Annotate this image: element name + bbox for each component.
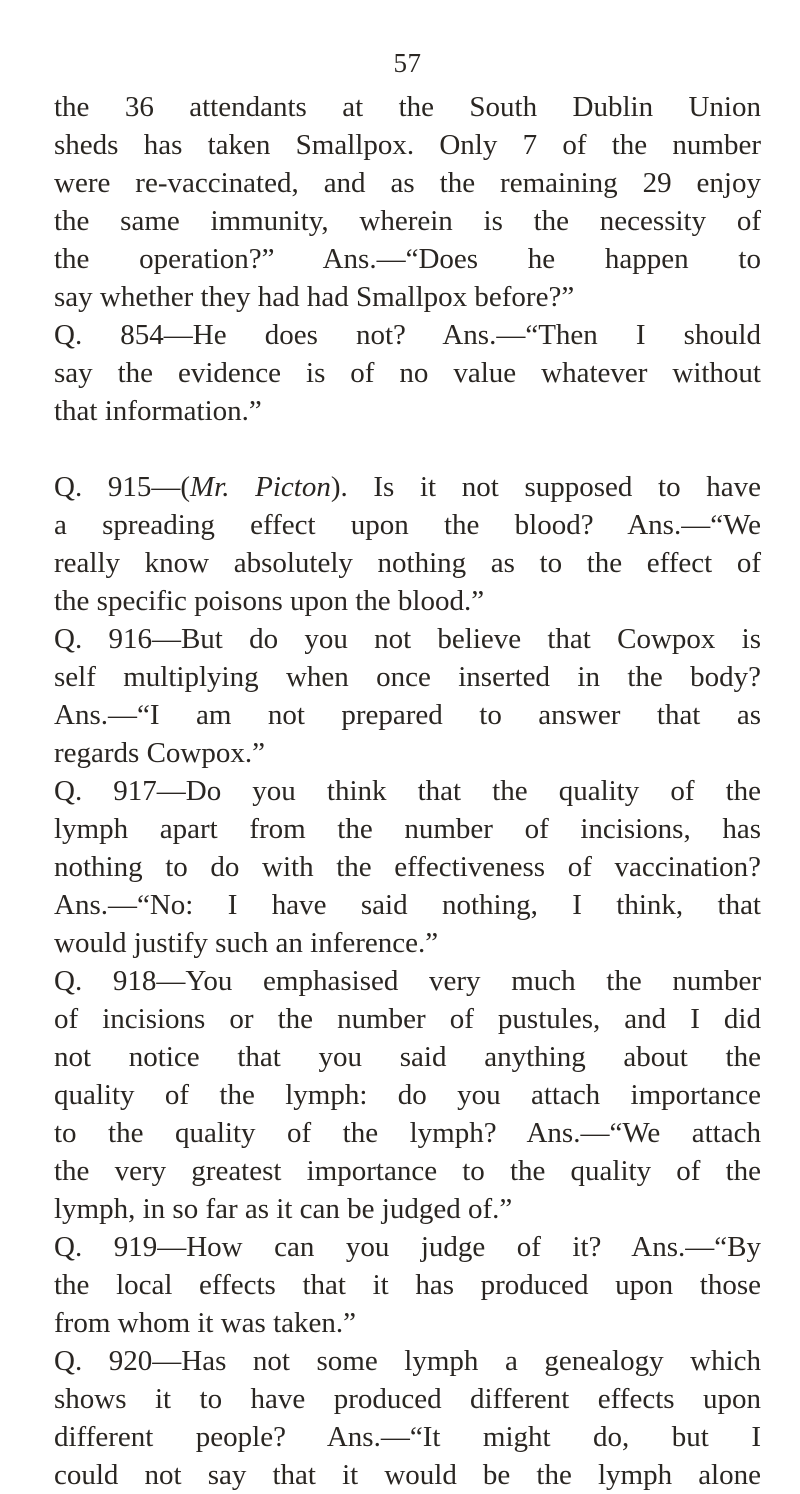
book-page [54, 0, 761, 1491]
paragraph-gap [54, 430, 761, 468]
text-line: could not say that it would be the lymph alone [54, 1459, 761, 1491]
page-body [54, 88, 761, 1494]
text-line: lymph apart from the number of incisions, has [54, 813, 761, 845]
text-line: Ans.—“No: I have said nothing, I think, that [54, 889, 761, 921]
text-line: would justify such an inference.” [54, 927, 439, 959]
text-line-q915 [54, 468, 761, 506]
text-line: that information.” [54, 395, 262, 427]
text-line: from whom it was taken.” [54, 1307, 357, 1339]
text-line: sheds has taken Smallpox. Only 7 of the number [54, 129, 761, 161]
text-line: the very greatest importance to the quality of the [54, 1155, 761, 1187]
text-line: quality of the lymph: do you attach importance [54, 1079, 761, 1111]
text-line: really know absolutely nothing as to the effect of [54, 547, 761, 579]
text-line: to the quality of the lymph? Ans.—“We attach [54, 1117, 761, 1149]
speaker-name: Mr. Picton [190, 471, 331, 503]
text-line: Q. 916—But do you not believe that Cowpox is [54, 623, 761, 655]
text-line: regards Cowpox.” [54, 737, 266, 769]
text-line: Q. 920—Has not some lymph a genealogy which [54, 1345, 761, 1377]
text-line: the specific poisons upon the blood.” [54, 585, 485, 617]
text-line: the operation?” Ans.—“Does he happen to [54, 243, 761, 275]
text-fragment: Q. 915—( [54, 471, 190, 503]
text-line: lymph, in so far as it can be judged of.” [54, 1193, 513, 1225]
page-number: 57 [393, 48, 422, 78]
text-line: not notice that you said anything about the [54, 1041, 761, 1073]
text-line: Ans.—“I am not prepared to answer that as [54, 699, 761, 731]
text-line: Q. 917—Do you think that the quality of the [54, 775, 761, 807]
text-line: shows it to have produced different effects upon [54, 1383, 761, 1415]
text-line: nothing to do with the effectiveness of vaccination? [54, 851, 761, 883]
text-fragment: ). Is it not supposed to have [330, 471, 761, 503]
text-line: the same immunity, wherein is the necessity of [54, 205, 761, 237]
text-line: say whether they had had Smallpox before?” [54, 281, 575, 313]
text-line: were re-vaccinated, and as the remaining 29 enjoy [54, 167, 761, 199]
text-line: a spreading effect upon the blood? Ans.—“We [54, 509, 761, 541]
text-line: Q. 918—You emphasised very much the number [54, 965, 761, 997]
text-line: Q. 854—He does not? Ans.—“Then I should [54, 319, 761, 351]
text-line: different people? Ans.—“It might do, but I [54, 1421, 761, 1453]
text-line: self multiplying when once inserted in the body? [54, 661, 761, 693]
text-line: the 36 attendants at the South Dublin Union [54, 91, 761, 123]
text-line: Q. 919—How can you judge of it? Ans.—“By [54, 1231, 761, 1263]
text-line: the local effects that it has produced upon those [54, 1269, 761, 1301]
text-line: say the evidence is of no value whatever without [54, 357, 761, 389]
text-line: of incisions or the number of pustules, and I did [54, 1003, 761, 1035]
